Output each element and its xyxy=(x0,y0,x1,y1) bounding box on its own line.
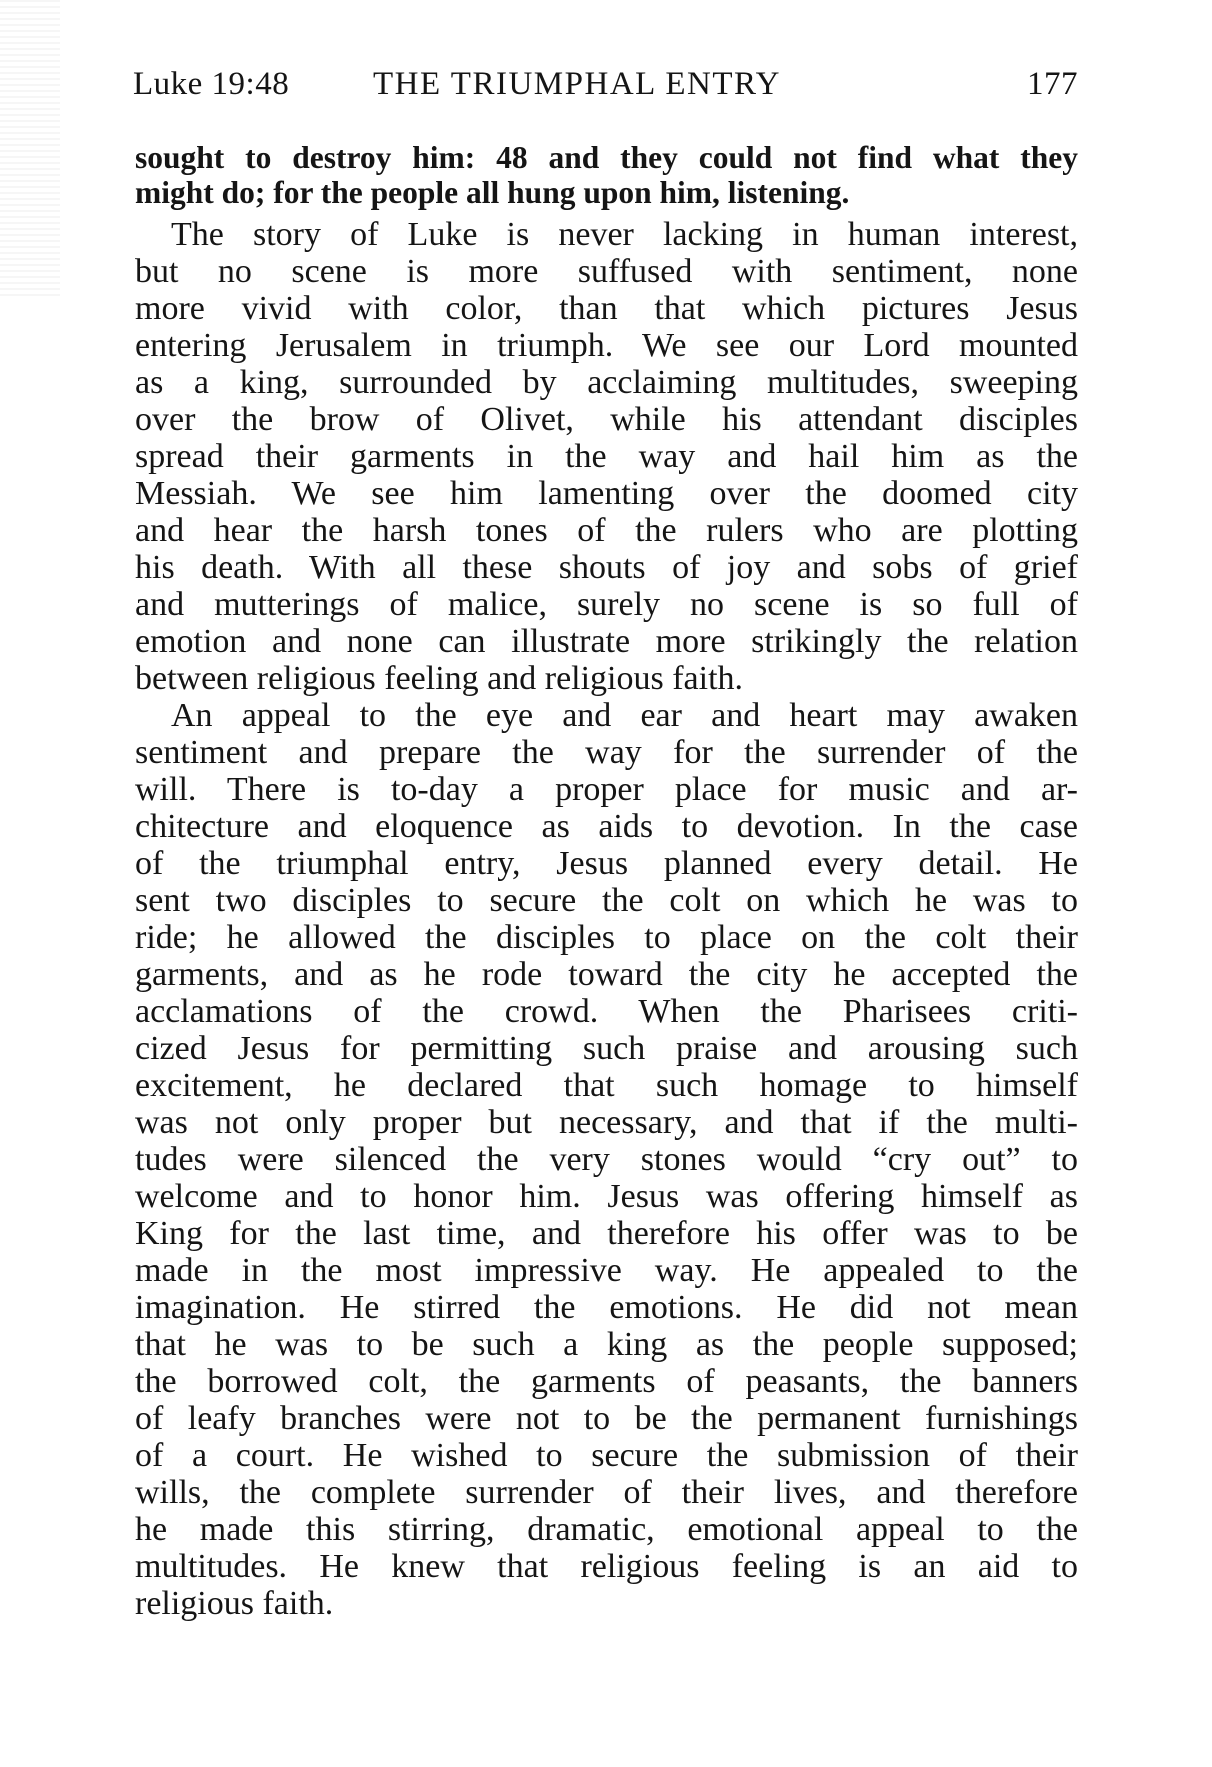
text-line: as a king, surrounded by acclaiming multitudes, sweeping xyxy=(135,364,1078,401)
text-line: he made this stirring, dramatic, emotional appeal to the xyxy=(135,1511,1078,1548)
text-line: imagination. He stirred the emotions. He did not mean xyxy=(135,1289,1078,1326)
text-line: ride; he allowed the disciples to place on the colt their xyxy=(135,919,1078,956)
scripture-passage xyxy=(135,140,1078,210)
text-line: was not only proper but necessary, and that if the multi- xyxy=(135,1104,1078,1141)
text-line: religious faith. xyxy=(135,1585,334,1622)
text-line: acclamations of the crowd. When the Pharisees criti- xyxy=(135,993,1078,1030)
text-line: King for the last time, and therefore his offer was to be xyxy=(135,1215,1078,1252)
text-line: spread their garments in the way and hail him as the xyxy=(135,438,1078,475)
text-line: of leafy branches were not to be the permanent furnishings xyxy=(135,1400,1078,1437)
text-line: and mutterings of malice, surely no scene is so full of xyxy=(135,586,1078,623)
text-line: garments, and as he rode toward the city he accepted the xyxy=(135,956,1078,993)
text-line: the borrowed colt, the garments of peasants, the banners xyxy=(135,1363,1078,1400)
text-line: made in the most impressive way. He appealed to the xyxy=(135,1252,1078,1289)
text-line: will. There is to-day a proper place for music and ar- xyxy=(135,771,1078,808)
scripture-line: might do; for the people all hung upon him, listening. xyxy=(135,175,850,210)
text-line: wills, the complete surrender of their lives, and therefore xyxy=(135,1474,1078,1511)
text-line: emotion and none can illustrate more strikingly the relation xyxy=(135,623,1078,660)
text-line: more vivid with color, than that which pictures Jesus xyxy=(135,290,1078,327)
text-line: multitudes. He knew that religious feeling is an aid to xyxy=(135,1548,1078,1585)
text-line: of the triumphal entry, Jesus planned every detail. He xyxy=(135,845,1078,882)
text-line: excitement, he declared that such homage to himself xyxy=(135,1067,1078,1104)
text-line: that he was to be such a king as the people supposed; xyxy=(135,1326,1078,1363)
text-line: but no scene is more suffused with sentiment, none xyxy=(135,253,1078,290)
scan-edge-marks xyxy=(0,0,60,300)
text-line: over the brow of Olivet, while his attendant disciples xyxy=(135,401,1078,438)
text-line: of a court. He wished to secure the submission of their xyxy=(135,1437,1078,1474)
text-line: tudes were silenced the very stones would “cry out” to xyxy=(135,1141,1078,1178)
paragraph-2 xyxy=(135,697,1078,1622)
text-line: The story of Luke is never lacking in human interest, xyxy=(171,216,1078,253)
text-line: welcome and to honor him. Jesus was offering himself as xyxy=(135,1178,1078,1215)
text-line: Messiah. We see him lamenting over the doomed city xyxy=(135,475,1078,512)
page-number: 177 xyxy=(1027,66,1078,102)
text-line: chitecture and eloquence as aids to devotion. In the case xyxy=(135,808,1078,845)
body-text xyxy=(135,140,1078,1622)
text-line: sentiment and prepare the way for the surrender of the xyxy=(135,734,1078,771)
scripture-reference: Luke 19:48 xyxy=(133,66,290,102)
paragraph-1 xyxy=(135,216,1078,697)
text-line: between religious feeling and religious faith. xyxy=(135,660,744,697)
scripture-line: sought to destroy him: 48 and they could not find what they xyxy=(135,140,1078,175)
text-line: entering Jerusalem in triumph. We see our Lord mounted xyxy=(135,327,1078,364)
chapter-title: THE TRIUMPHAL ENTRY xyxy=(373,66,781,102)
text-line: sent two disciples to secure the colt on which he was to xyxy=(135,882,1078,919)
text-line: his death. With all these shouts of joy and sobs of grief xyxy=(135,549,1078,586)
text-line: An appeal to the eye and ear and heart may awaken xyxy=(171,697,1078,734)
text-line: cized Jesus for permitting such praise and arousing such xyxy=(135,1030,1078,1067)
text-line: and hear the harsh tones of the rulers who are plotting xyxy=(135,512,1078,549)
running-head xyxy=(133,66,1078,118)
